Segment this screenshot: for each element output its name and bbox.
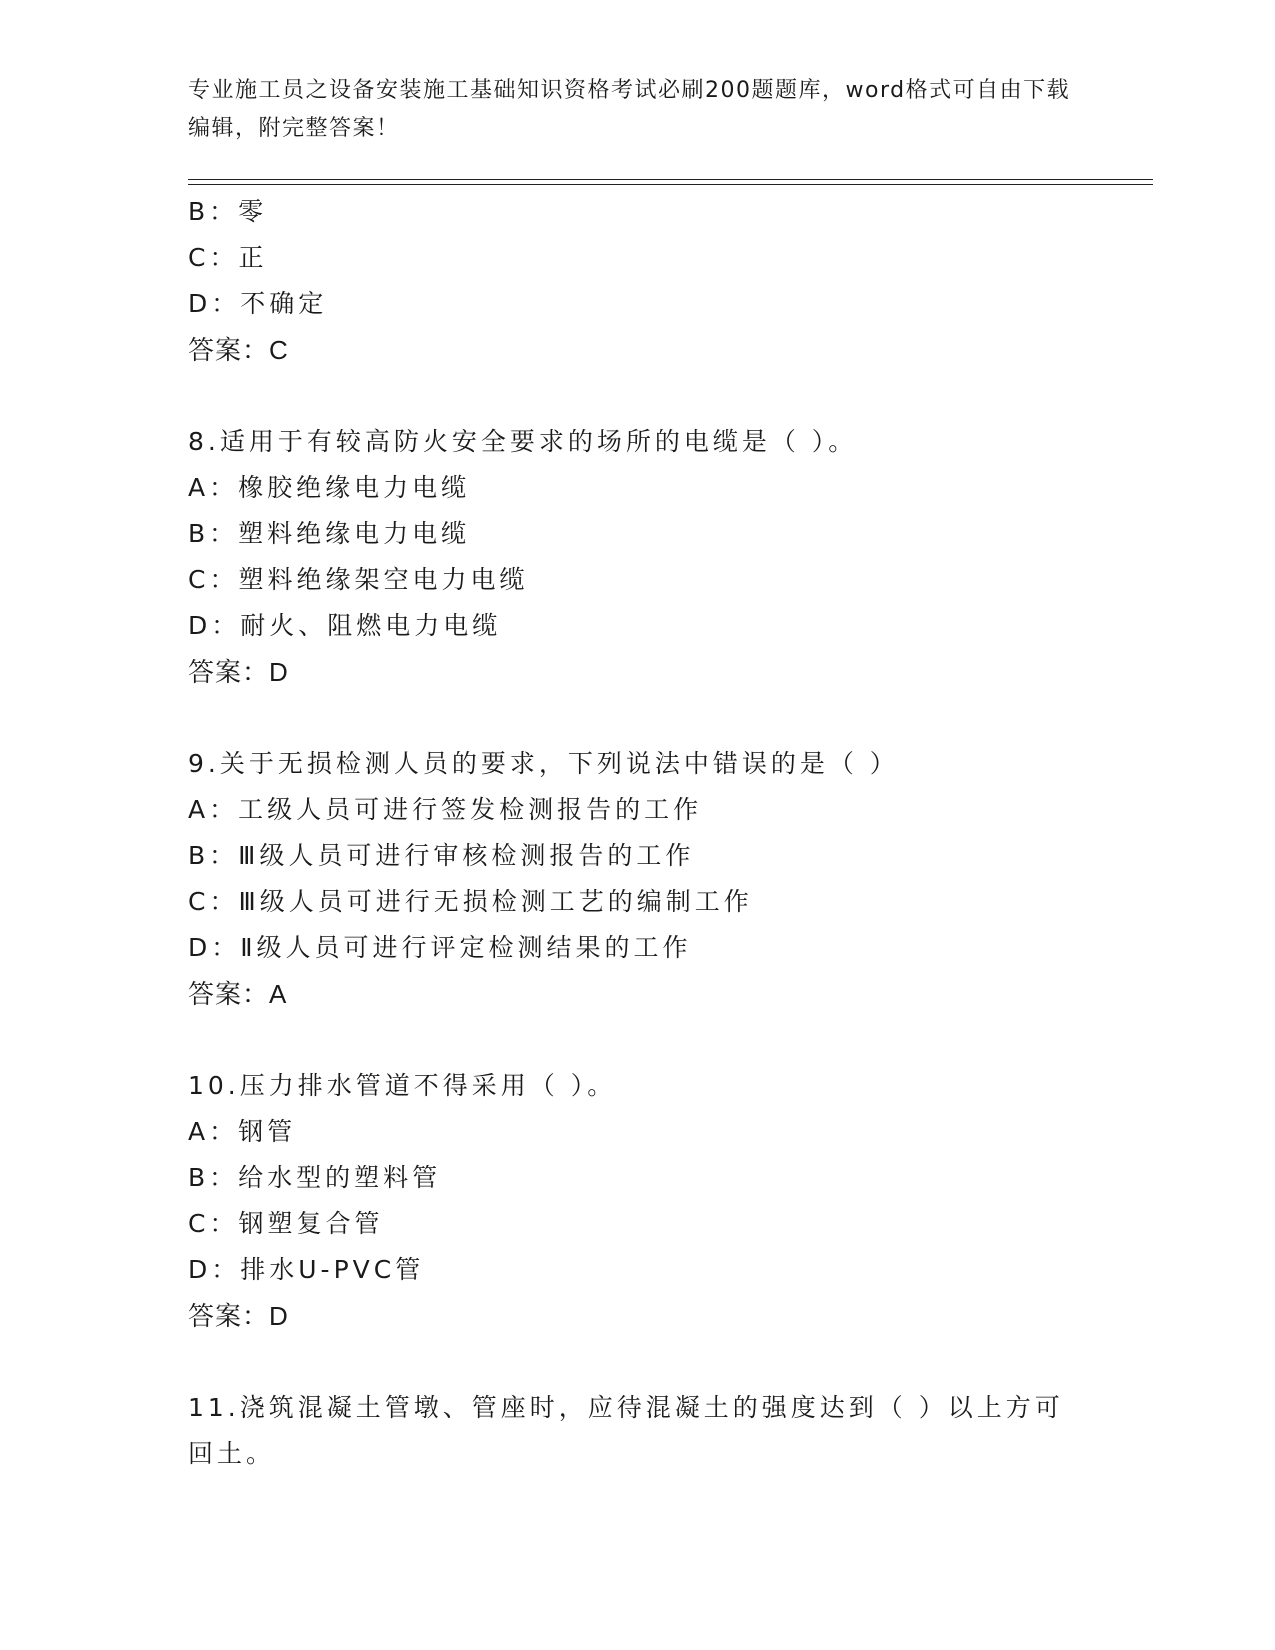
option-d: D：排水U-PVC管 <box>188 1255 425 1284</box>
option-d: D：Ⅱ级人员可进行评定检测结果的工作 <box>188 933 692 962</box>
option-a: A：工级人员可进行签发检测报告的工作 <box>188 795 703 824</box>
option-b: B：塑料绝缘电力电缆 <box>188 519 471 548</box>
question-text: 11.浇筑混凝土管墩、管座时，应待混凝土的强度达到（ ）以上方可回土。 <box>188 1393 1064 1468</box>
question-list <box>188 189 1108 1477</box>
option-a: A：钢管 <box>188 1117 297 1146</box>
option-a: A：橡胶绝缘电力电缆 <box>188 473 471 502</box>
question-block-8 <box>188 419 1108 695</box>
question-block-10 <box>188 1063 1108 1339</box>
spacer <box>188 695 1108 741</box>
spacer <box>188 373 1108 419</box>
option-c: C：钢塑复合管 <box>188 1209 384 1238</box>
header-divider-bottom <box>188 184 1153 185</box>
answer-line: 答案：C <box>188 335 289 365</box>
spacer <box>188 1017 1108 1063</box>
option-c: C：Ⅲ级人员可进行无损检测工艺的编制工作 <box>188 887 753 916</box>
question-block-9 <box>188 741 1108 1017</box>
question-text: 10.压力排水管道不得采用（ ）。 <box>188 1071 617 1100</box>
question-block-11 <box>188 1385 1108 1477</box>
option-d: D：耐火、阻燃电力电缆 <box>188 611 502 640</box>
option-c: C：正 <box>188 243 268 272</box>
header-divider-top <box>188 179 1153 180</box>
question-text: 9.关于无损检测人员的要求，下列说法中错误的是（ ） <box>188 749 899 778</box>
question-text: 8.适用于有较高防火安全要求的场所的电缆是（ ）。 <box>188 427 858 456</box>
answer-line: 答案：D <box>188 1301 289 1331</box>
option-b: B：零 <box>188 197 268 226</box>
answer-line: 答案：A <box>188 979 288 1009</box>
header-title: 专业施工员之设备安装施工基础知识资格考试必刷200题题库，word格式可自由下载编辑，附完整答案！ <box>188 78 1071 141</box>
answer-line: 答案：D <box>188 657 289 687</box>
option-d: D：不确定 <box>188 289 328 318</box>
option-b: B：Ⅲ级人员可进行审核检测报告的工作 <box>188 841 695 870</box>
question-block-7-tail <box>188 189 1108 373</box>
spacer <box>188 1339 1108 1385</box>
document-header <box>188 72 1088 148</box>
option-c: C：塑料绝缘架空电力电缆 <box>188 565 529 594</box>
option-b: B：给水型的塑料管 <box>188 1163 442 1192</box>
